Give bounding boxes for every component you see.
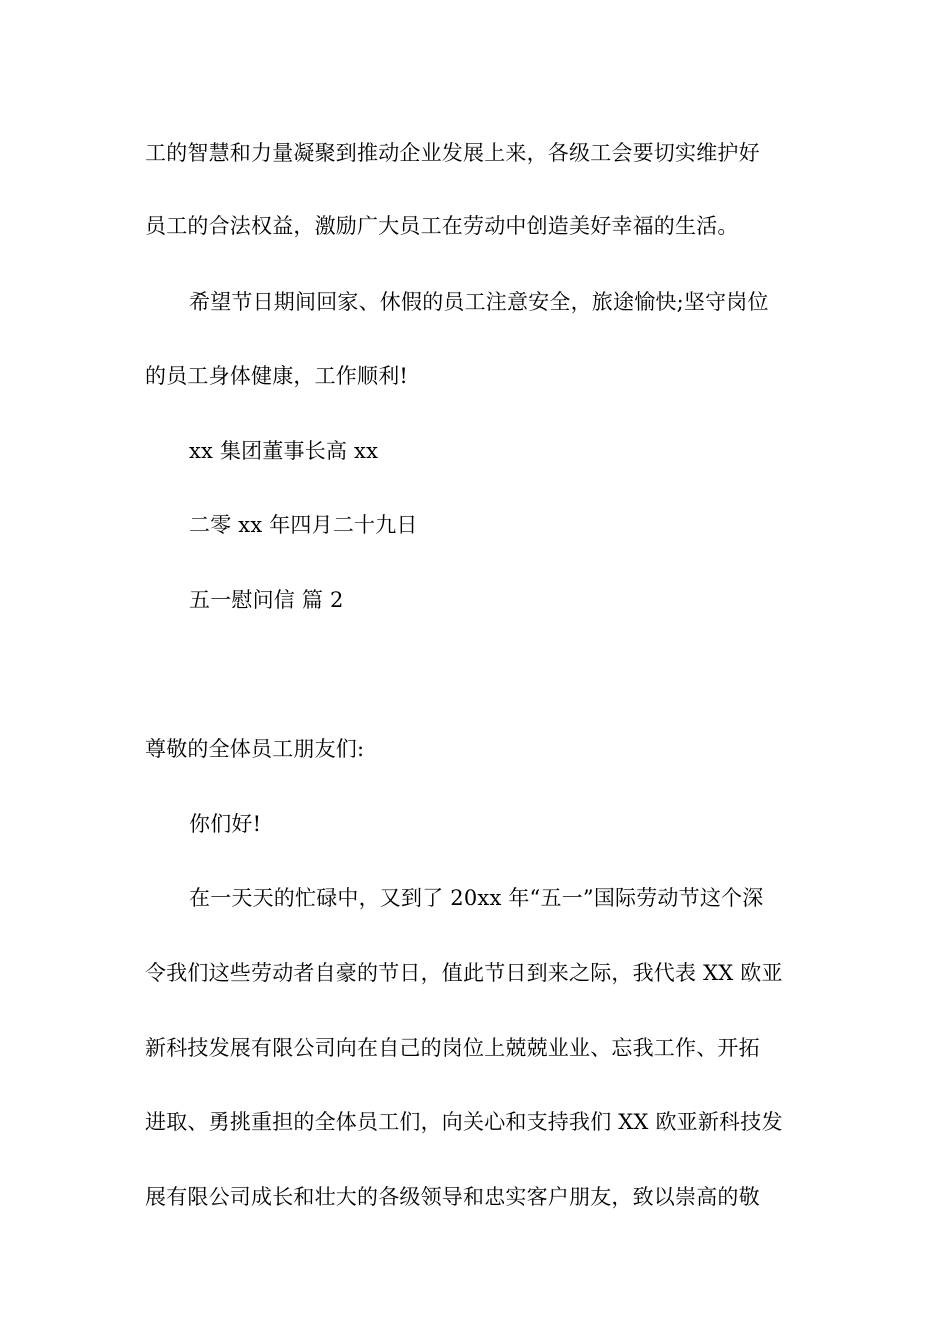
paragraph-line: 进取、勇挑重担的全体员工们，向关心和支持我们 XX 欧亚新科技发 (145, 1110, 783, 1134)
paragraph-line: 在一天天的忙碌中，又到了 20xx 年“五一”国际劳动节这个深 (189, 886, 764, 910)
paragraph-line: 新科技发展有限公司向在自己的岗位上兢兢业业、忘我工作、开拓 (145, 1036, 760, 1060)
salutation-line: 尊敬的全体员工朋友们: (145, 737, 365, 761)
paragraph-line: 展有限公司成长和壮大的各级领导和忠实客户朋友，致以崇高的敬 (145, 1185, 760, 1209)
paragraph-line: 的员工身体健康，工作顺利! (145, 364, 409, 388)
signature-line: xx 集团董事长高 xx (189, 439, 379, 463)
greeting-line: 你们好! (189, 812, 262, 836)
section-title: 五一慰问信 篇 2 (189, 588, 344, 612)
paragraph-line: 工的智慧和力量凝聚到推动企业发展上来，各级工会要切实维护好 (145, 141, 760, 165)
paragraph-line: 员工的合法权益，激励广大员工在劳动中创造美好幸福的生活。 (145, 214, 739, 238)
paragraph-line: 希望节日期间回家、休假的员工注意安全，旅途愉快;坚守岗位 (189, 290, 769, 314)
date-line: 二零 xx 年四月二十九日 (189, 513, 418, 537)
paragraph-line: 令我们这些劳动者自豪的节日，值此节日到来之际，我代表 XX 欧亚 (145, 961, 783, 985)
